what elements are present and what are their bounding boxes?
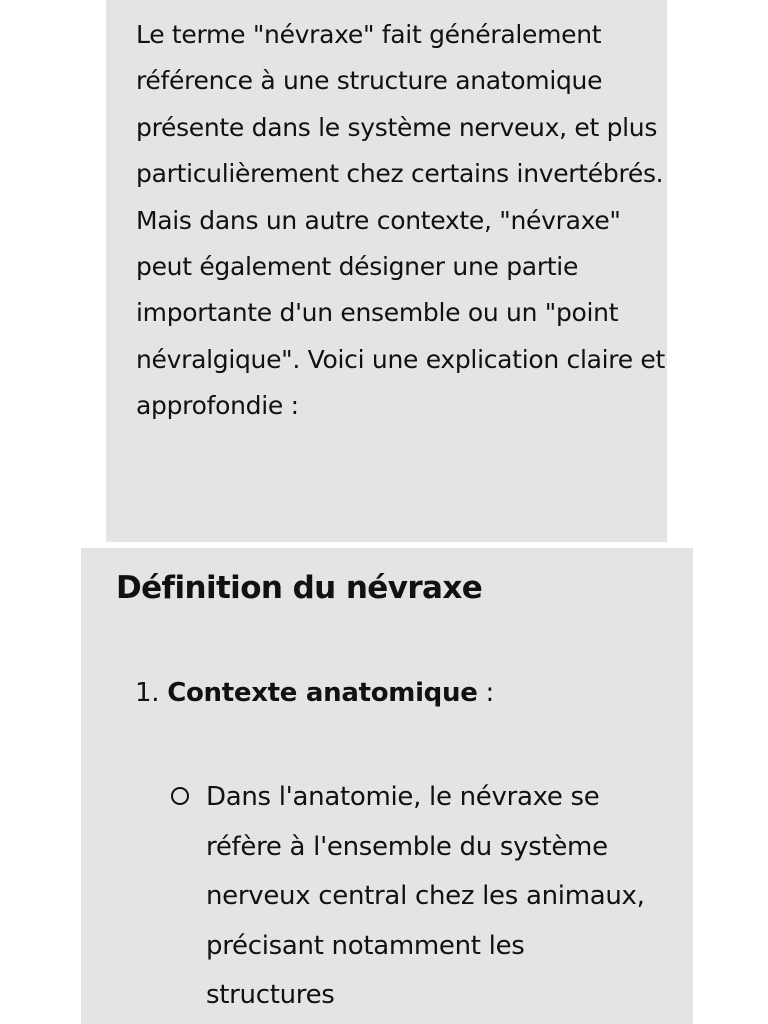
definition-message-panel (81, 548, 693, 1024)
intro-message-panel (106, 0, 667, 542)
bullet-list-item (171, 773, 651, 1021)
list-number: 1. (135, 678, 160, 708)
numbered-list-item (135, 676, 494, 710)
section-heading: Définition du névraxe (116, 570, 483, 606)
list-item-title: Contexte anatomique (167, 678, 478, 708)
circle-bullet-icon (171, 787, 189, 805)
bullet-text: Dans l'anatomie, le névraxe se réfère à l'ensemble du système nerveux central chez les animaux, précisant notamment les structures (206, 782, 645, 1010)
list-item-suffix: : (477, 678, 494, 708)
intro-paragraph: Le terme "névraxe" fait généralement référence à une structure anatomique présente dans le système nerveux, et plus particulièrement chez certains invertébrés. Mais dans un autre contexte, "névraxe" peut également désigner une partie importante d'un ensemble ou un "point névralgique". Voici une explication claire et approfondie : (136, 20, 666, 421)
